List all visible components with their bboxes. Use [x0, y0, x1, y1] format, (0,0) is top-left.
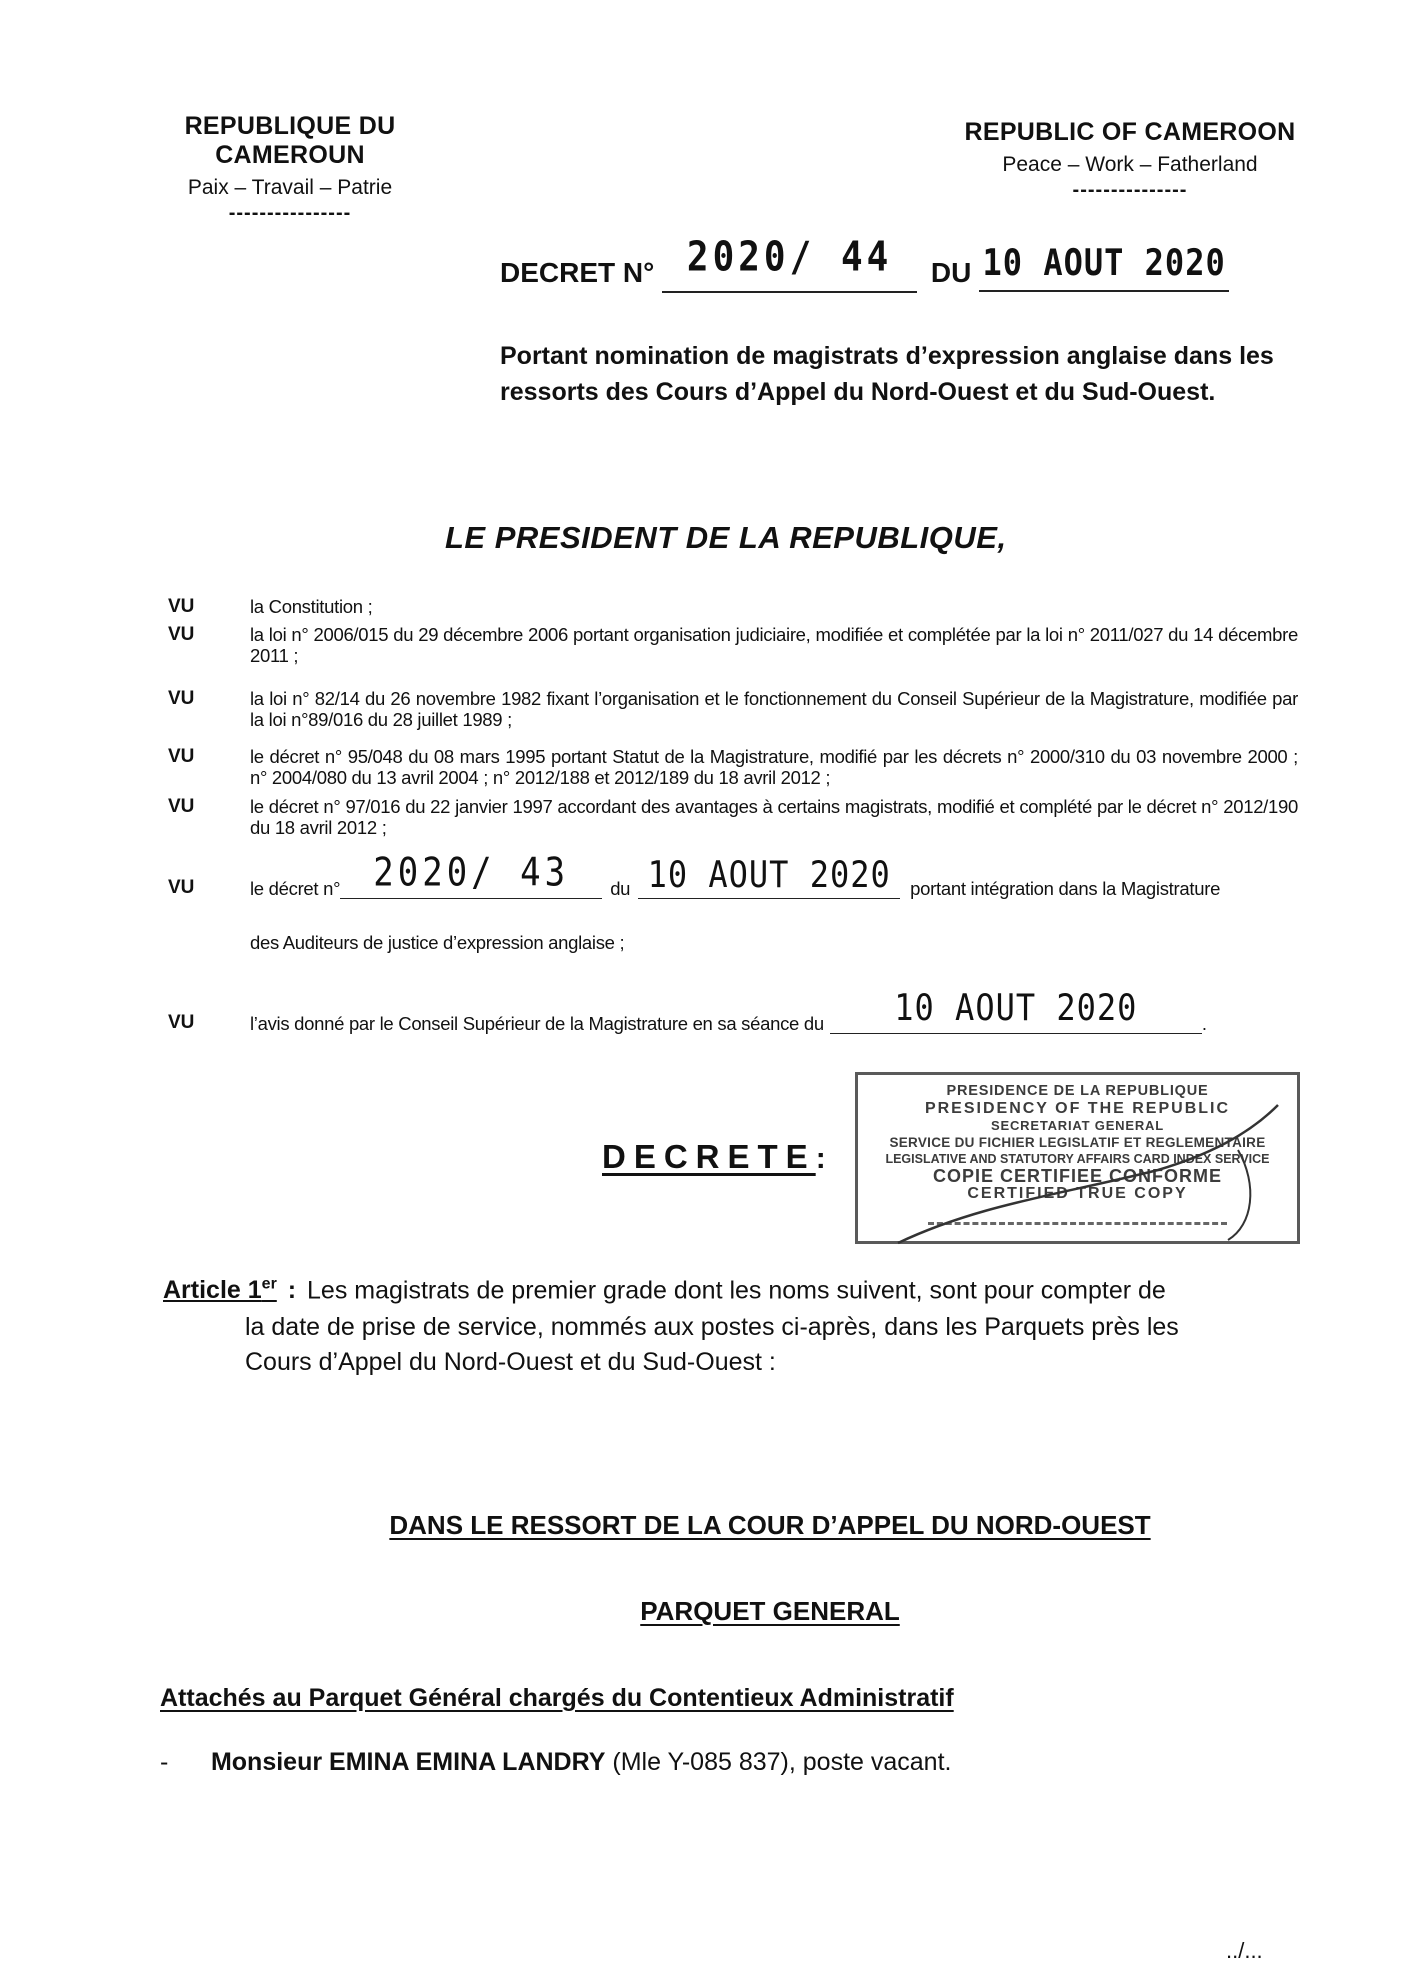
- integration-date-field: [638, 852, 900, 899]
- header-right: [930, 118, 1330, 202]
- vu-integration-suffix: portant intégration dans la Magistrature: [910, 878, 1221, 899]
- vu-label: VU: [168, 796, 195, 817]
- republic-title-fr: REPUBLIQUE DU CAMEROUN: [184, 112, 396, 169]
- integration-date: 10 AOUT 2020: [647, 852, 891, 896]
- vu-integration-du: du: [610, 878, 631, 899]
- appointment-title: Monsieur: [210, 1748, 323, 1776]
- vu-label: VU: [168, 624, 195, 645]
- header-divider-left: ----------------: [228, 202, 352, 224]
- integration-number-field: [340, 850, 602, 899]
- integration-number: 2020/ 43: [373, 850, 570, 896]
- decree-number-line: [500, 233, 1229, 293]
- president-heading: LE PRESIDENT DE LA REPUBLIQUE,: [445, 520, 1007, 555]
- decrete-word: DECRETE: [602, 1138, 816, 1175]
- vu-label: VU: [168, 596, 195, 617]
- vu-text: la loi n° 82/14 du 26 novembre 1982 fixant l’organisation et le fonctionnement du Conseil Supérieur de la Magistrature, modifiée par la loi n°89/016 du 28 juillet 1989 ;: [250, 688, 1298, 730]
- appointment-name: EMINA EMINA LANDRY: [329, 1748, 606, 1776]
- decree-du-label: DU: [930, 257, 972, 288]
- vu-list: [168, 596, 1298, 846]
- appointment-dash: -: [160, 1748, 169, 1776]
- vu-text: le décret n° 97/016 du 22 janvier 1997 accordant des avantages à certains magistrats, modifié et complété par le décret n° 2012/190 du 18 avril 2012 ;: [250, 796, 1298, 838]
- ressort-heading: DANS LE RESSORT DE LA COUR D’APPEL DU NORD-OUEST: [389, 1510, 1151, 1540]
- stamp-line: PRESIDENCE DE LA REPUBLIQUE: [946, 1083, 1209, 1099]
- decree-number-field: [662, 233, 917, 293]
- article-1-line-3: Cours d’Appel du Nord-Ouest et du Sud-Ouest :: [245, 1348, 776, 1377]
- header-left: [120, 112, 460, 225]
- article-1-sup: er: [261, 1276, 277, 1293]
- vu-avis: [168, 985, 1298, 1034]
- vu-item: [168, 746, 1298, 796]
- article-1-line-1: [163, 1268, 1303, 1307]
- decree-date-field: [979, 240, 1229, 292]
- decrete-colon: :: [815, 1142, 826, 1175]
- appointment-detail: (Mle Y-085 837), poste vacant.: [612, 1748, 952, 1776]
- vu-item: [168, 624, 1298, 684]
- vu-text: la loi n° 2006/015 du 29 décembre 2006 portant organisation judiciaire, modifiée et complétée par la loi n° 2011/027 du 14 décembre 2011 ;: [250, 624, 1298, 666]
- stamp-line: SERVICE DU FICHIER LEGISLATIF ET REGLEMENTAIRE: [889, 1135, 1266, 1150]
- motto-fr: Paix – Travail – Patrie: [187, 176, 393, 199]
- article-1: [163, 1268, 1303, 1379]
- vu-item: [168, 596, 1298, 620]
- vu-label: VU: [168, 746, 195, 767]
- subsection-heading: Attachés au Parquet Général chargés du Contentieux Administratif: [160, 1684, 954, 1712]
- decrete-heading: [602, 1138, 826, 1176]
- vu-integration-continuation: des Auditeurs de justice d’expression anglaise ;: [250, 932, 625, 953]
- avis-date-field: [830, 985, 1202, 1034]
- vu-text: la Constitution ;: [250, 596, 373, 617]
- parquet-heading: PARQUET GENERAL: [640, 1596, 900, 1626]
- stamp-line: LEGISLATIVE AND STATUTORY AFFAIRS CARD INDEX SERVICE: [885, 1152, 1270, 1166]
- vu-integration-prefix: le décret n°: [250, 878, 341, 899]
- header-divider-right: ---------------: [1072, 179, 1188, 201]
- vu-label: VU: [168, 877, 195, 898]
- vu-avis-end: .: [1201, 1013, 1207, 1034]
- page-continuation: ../...: [1226, 1938, 1263, 1963]
- article-1-text-1: Les magistrats de premier grade dont les noms suivent, sont pour compter de: [307, 1276, 1166, 1305]
- vu-integration: [168, 850, 1298, 899]
- vu-avis-text: l’avis donné par le Conseil Supérieur de la Magistrature en sa séance du: [250, 1013, 824, 1034]
- stamp-line: PRESIDENCY OF THE REPUBLIC: [924, 1100, 1231, 1117]
- decree-label: DECRET N°: [500, 257, 655, 288]
- decree-subject: Portant nomination de magistrats d’expression anglaise dans les ressorts des Cours d’Appel du Nord-Ouest et du Sud-Ouest.: [500, 342, 1274, 406]
- republic-title-en: REPUBLIC OF CAMEROON: [964, 118, 1296, 146]
- decree-date: 10 AOUT 2020: [982, 240, 1226, 284]
- avis-date: 10 AOUT 2020: [894, 985, 1138, 1029]
- vu-label: VU: [168, 688, 195, 709]
- article-1-line-2: la date de prise de service, nommés aux postes ci-après, dans les Parquets près les: [245, 1313, 1179, 1342]
- stamp-line: SECRETARIAT GENERAL: [991, 1118, 1164, 1133]
- signature-stroke: [858, 1075, 1303, 1247]
- motto-en: Peace – Work – Fatherland: [1002, 153, 1258, 176]
- vu-text: le décret n° 95/048 du 08 mars 1995 portant Statut de la Magistrature, modifié par les décrets n° 2000/310 du 03 novembre 2000 ; n° 2004/080 du 13 avril 2004 ; n° 2012/188 et 2012/189 du 18 avril 2012 ;: [250, 746, 1298, 788]
- vu-label: VU: [168, 1012, 195, 1033]
- appointment-item: [160, 1748, 951, 1777]
- vu-item: [168, 796, 1298, 846]
- vu-item: [168, 688, 1298, 744]
- decree-number: 2020/ 44: [686, 233, 893, 281]
- certification-stamp: [855, 1072, 1300, 1244]
- article-1-label: Article 1er: [163, 1276, 277, 1305]
- stamp-line: CERTIFIED TRUE COPY: [967, 1185, 1188, 1202]
- stamp-line: COPIE CERTIFIEE CONFORME: [932, 1166, 1223, 1186]
- article-1-sep: :: [287, 1276, 297, 1305]
